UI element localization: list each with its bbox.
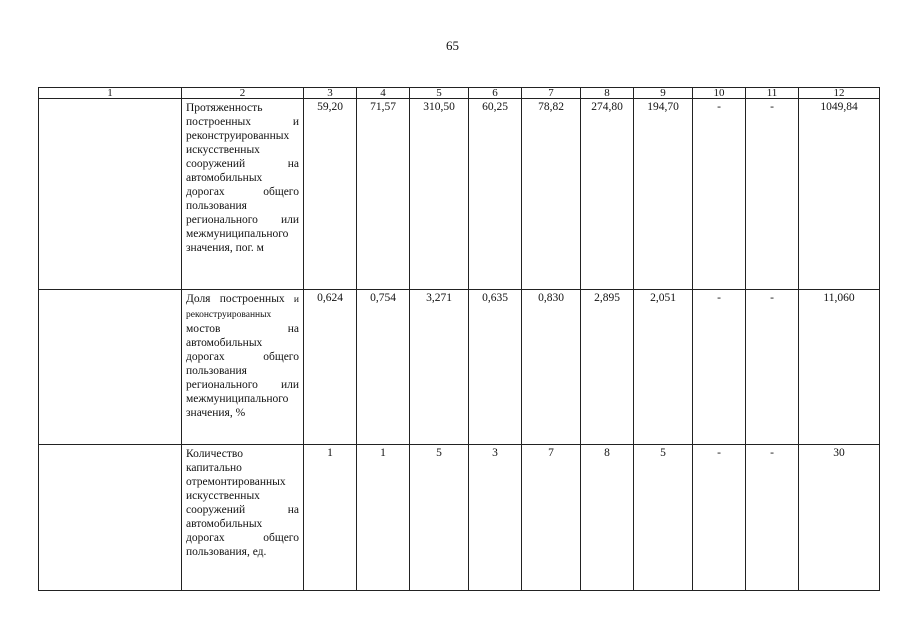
value-cell: 0,635	[469, 290, 522, 445]
header-cell-11: 11	[746, 88, 799, 99]
table-row	[39, 290, 880, 445]
header-cell-10: 10	[693, 88, 746, 99]
value-cell: 310,50	[410, 99, 469, 290]
table-cell-col1	[39, 99, 182, 290]
value-cell: 8	[581, 445, 634, 591]
indicator-description-rest: мостов на автомобильных дорогах общего пользования регионального или межмуниципального значения, %	[186, 323, 299, 419]
value-cell: 2,895	[581, 290, 634, 445]
value-cell: 71,57	[357, 99, 410, 290]
value-cell: 0,624	[304, 290, 357, 445]
value-cell: -	[746, 290, 799, 445]
value-cell: -	[693, 445, 746, 591]
value-cell: 5	[410, 445, 469, 591]
value-cell: 0,830	[522, 290, 581, 445]
header-cell-3: 3	[304, 88, 357, 99]
indicator-description	[182, 290, 304, 445]
header-cell-12: 12	[799, 88, 880, 99]
table-cell-col1	[39, 445, 182, 591]
header-cell-1: 1	[39, 88, 182, 99]
header-cell-9: 9	[634, 88, 693, 99]
value-cell: -	[746, 99, 799, 290]
value-cell: 59,20	[304, 99, 357, 290]
value-cell: 1	[304, 445, 357, 591]
value-cell: 60,25	[469, 99, 522, 290]
value-cell: 1	[357, 445, 410, 591]
table-cell-col1	[39, 290, 182, 445]
indicator-description: Количество капитально отремонтированных искусственных сооружений на автомобильных дорогах общего пользования, ед.	[182, 445, 304, 591]
header-cell-4: 4	[357, 88, 410, 99]
indicators-table	[38, 87, 880, 591]
value-cell: 5	[634, 445, 693, 591]
value-cell: 7	[522, 445, 581, 591]
total-value-cell: 11,060	[799, 290, 880, 445]
value-cell: 194,70	[634, 99, 693, 290]
header-cell-7: 7	[522, 88, 581, 99]
table-row	[39, 445, 880, 591]
value-cell: 78,82	[522, 99, 581, 290]
indicator-description-small: и реконструированных	[186, 295, 299, 320]
value-cell: 3	[469, 445, 522, 591]
value-cell: 274,80	[581, 99, 634, 290]
indicator-description-line1: Доля построенных	[186, 293, 285, 305]
value-cell: -	[693, 99, 746, 290]
value-cell: -	[746, 445, 799, 591]
page-number: 65	[446, 38, 459, 53]
value-cell: 0,754	[357, 290, 410, 445]
value-cell: -	[693, 290, 746, 445]
header-cell-5: 5	[410, 88, 469, 99]
total-value-cell: 30	[799, 445, 880, 591]
header-cell-2: 2	[182, 88, 304, 99]
value-cell: 2,051	[634, 290, 693, 445]
value-cell: 3,271	[410, 290, 469, 445]
indicator-description: Протяженность построенных и реконструированных искусственных сооружений на автомобильных дорогах общего пользования регионального или межмуниципального значения, пог. м	[182, 99, 304, 290]
header-row	[39, 88, 880, 99]
total-value-cell: 1049,84	[799, 99, 880, 290]
table-row	[39, 99, 880, 290]
header-cell-6: 6	[469, 88, 522, 99]
header-cell-8: 8	[581, 88, 634, 99]
